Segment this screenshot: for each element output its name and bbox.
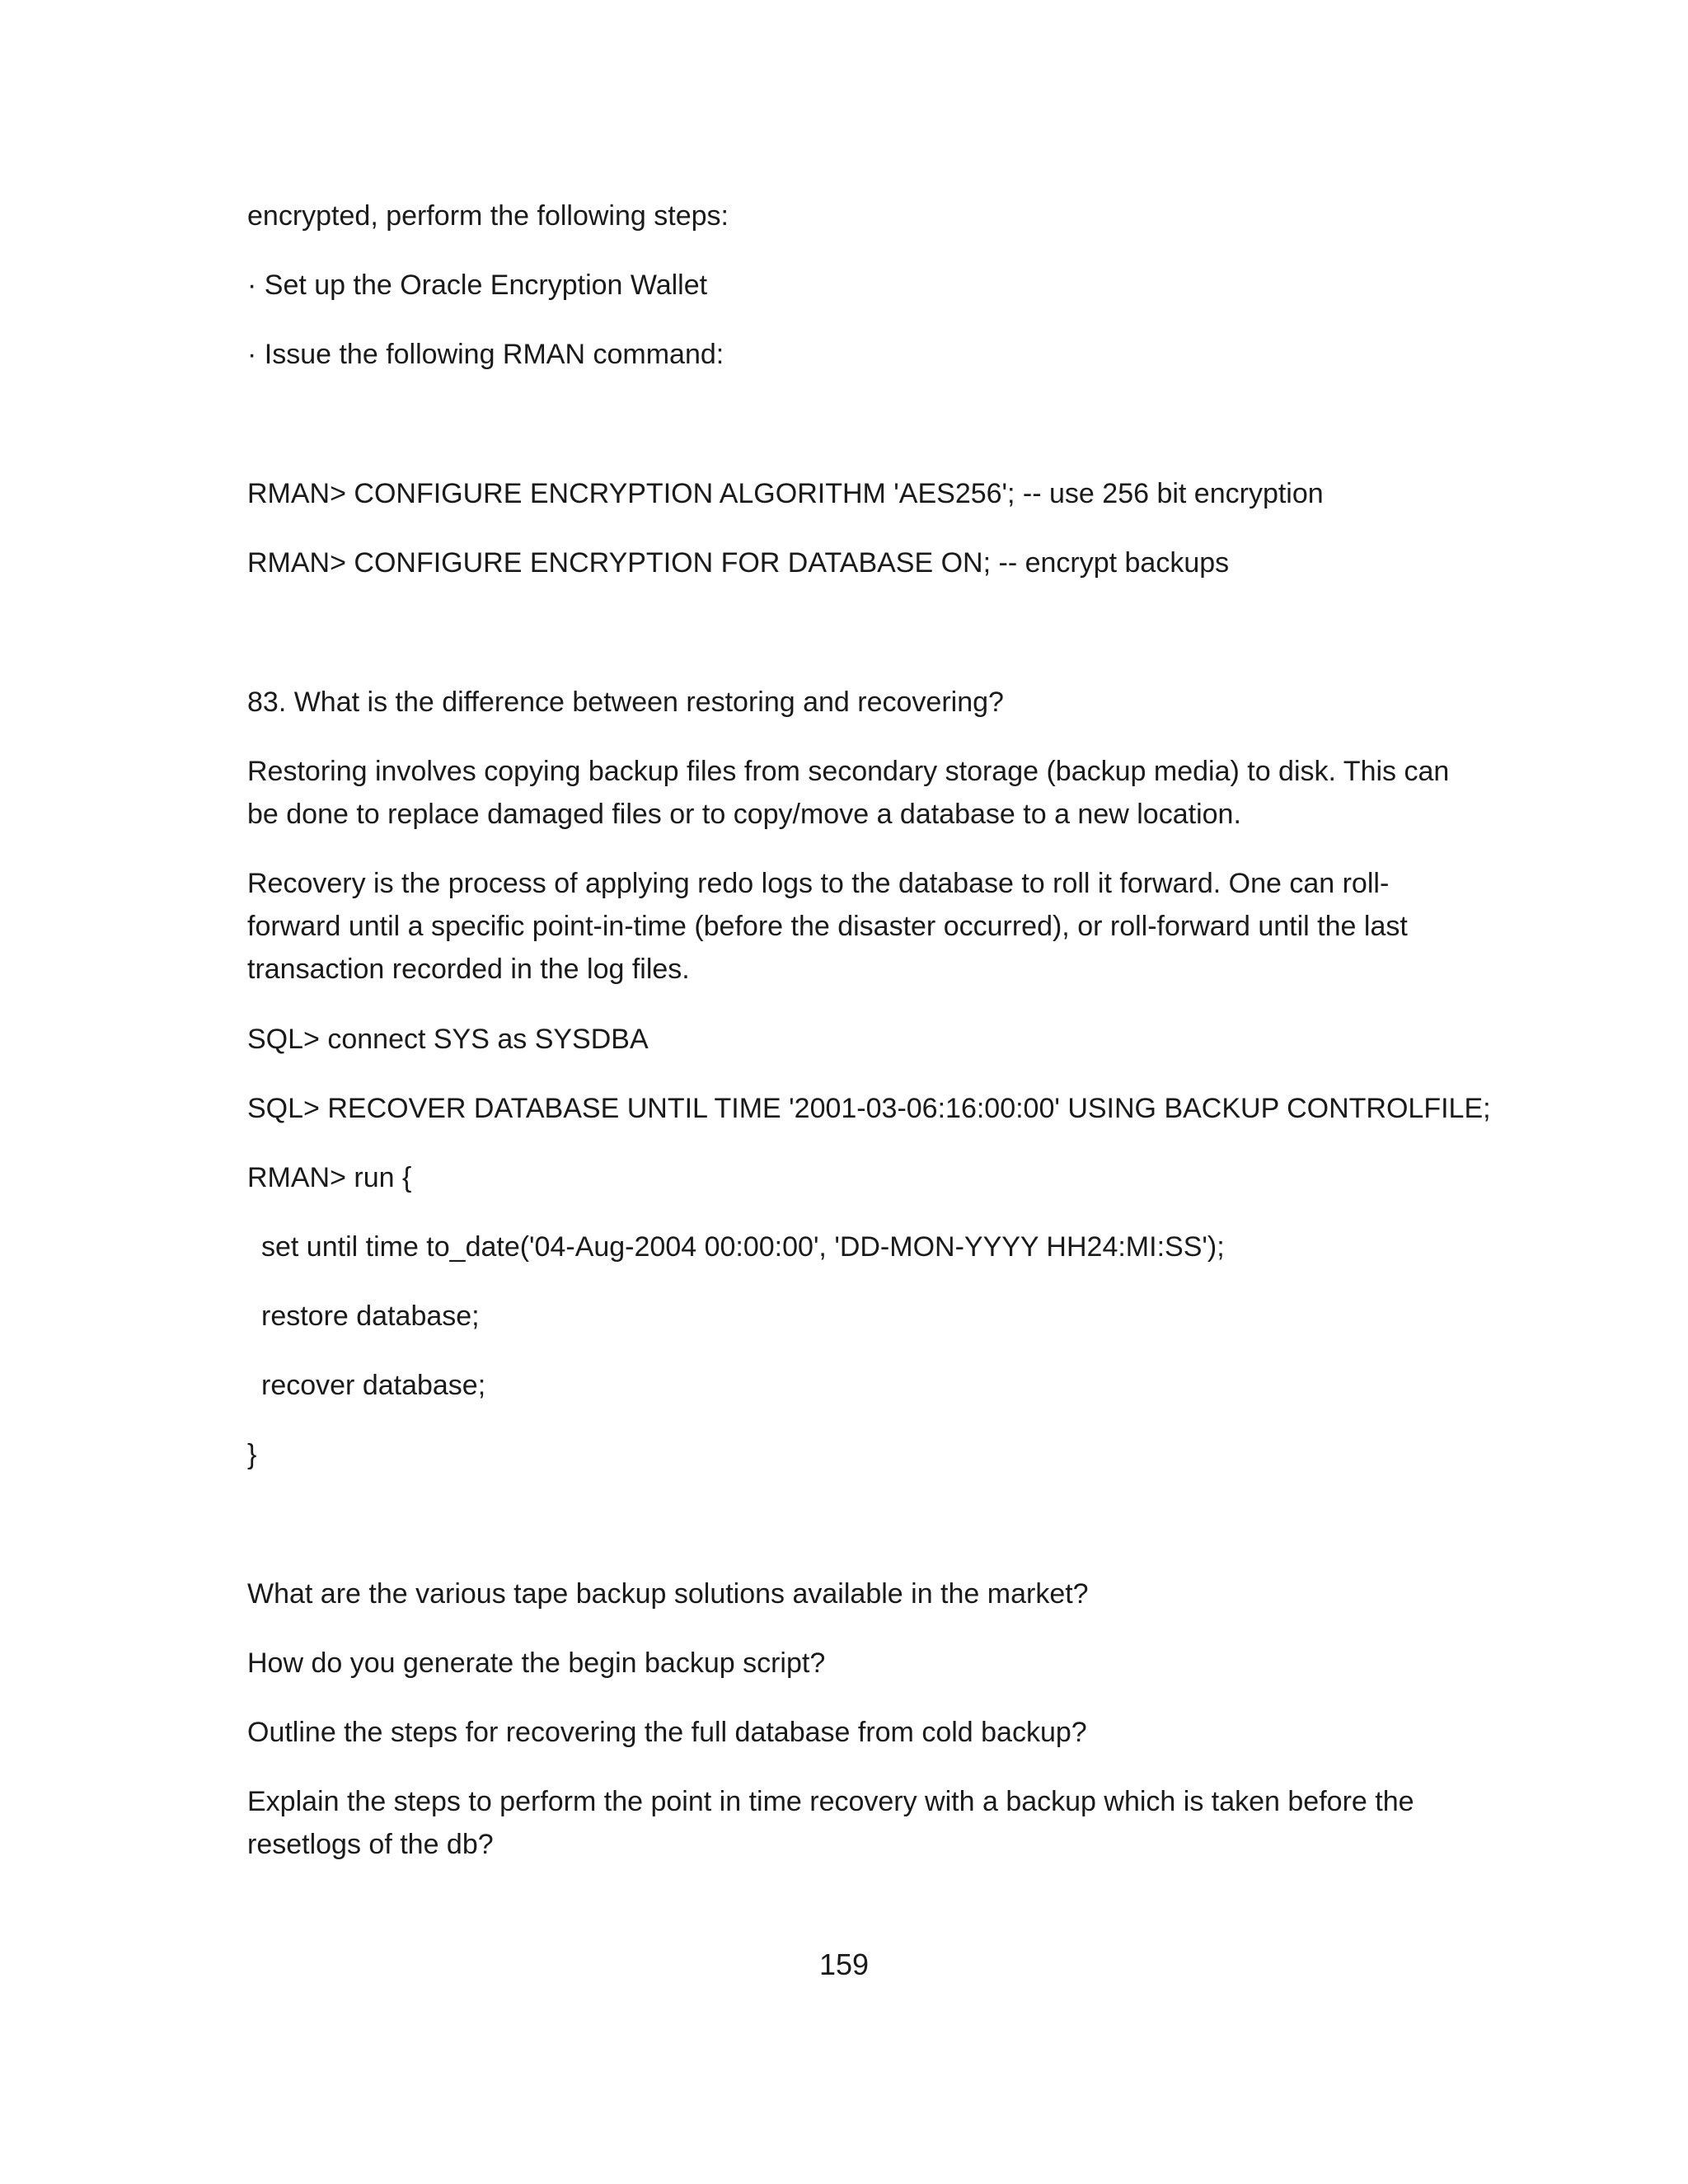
restoring-line: Restoring involves copying backup files from secondary storage (backup media) to disk. This can [247, 756, 1450, 787]
page-number: 159 [818, 1947, 870, 1981]
question-line: Explain the steps to perform the point in time recovery with a backup which is taken before the [247, 1786, 1414, 1817]
recovery-paragraph [247, 862, 1451, 991]
recovery-line: transaction recorded in the log files. [247, 954, 690, 985]
question-point-in-time-recovery [247, 1780, 1451, 1866]
recovery-line: Recovery is the process of applying redo logs to the database to roll it forward. One can roll- [247, 868, 1390, 899]
restoring-line: be done to replace damaged files or to copy/move a database to a new location. [247, 799, 1241, 830]
rman-run-line: RMAN> run { [247, 1162, 412, 1193]
sql-connect-line: SQL> connect SYS as SYSDBA [247, 1024, 649, 1055]
rman-recover-line: recover database; [261, 1370, 486, 1401]
intro-bullet-wallet: · Set up the Oracle Encryption Wallet [247, 269, 708, 301]
restoring-paragraph [247, 750, 1451, 836]
sql-recover-line: SQL> RECOVER DATABASE UNTIL TIME '2001-03-06:16:00:00' USING BACKUP CONTROLFILE; [247, 1093, 1491, 1124]
rman-set-until-line: set until time to_date('04-Aug-2004 00:00:00', 'DD-MON-YYYY HH24:MI:SS'); [261, 1231, 1225, 1263]
question-tape-backup: What are the various tape backup solutions available in the market? [247, 1578, 1089, 1610]
question-line: resetlogs of the db? [247, 1829, 494, 1860]
rman-restore-line: restore database; [261, 1301, 480, 1332]
question-begin-backup-script: How do you generate the begin backup script? [247, 1647, 826, 1679]
intro-bullet-rman-command: · Issue the following RMAN command: [247, 339, 724, 370]
recovery-line: forward until a specific point-in-time (before the disaster occurred), or roll-forward until the last [247, 911, 1408, 942]
question-cold-backup-recovery: Outline the steps for recovering the full database from cold backup? [247, 1717, 1087, 1748]
question-83-heading: 83. What is the difference between restoring and recovering? [247, 687, 1004, 718]
rman-config-database-line: RMAN> CONFIGURE ENCRYPTION FOR DATABASE ON; -- encrypt backups [247, 547, 1230, 579]
rman-close-brace: } [247, 1439, 257, 1470]
rman-config-algorithm-line: RMAN> CONFIGURE ENCRYPTION ALGORITHM 'AES256'; -- use 256 bit encryption [247, 478, 1324, 509]
intro-lead-text: encrypted, perform the following steps: [247, 200, 729, 232]
